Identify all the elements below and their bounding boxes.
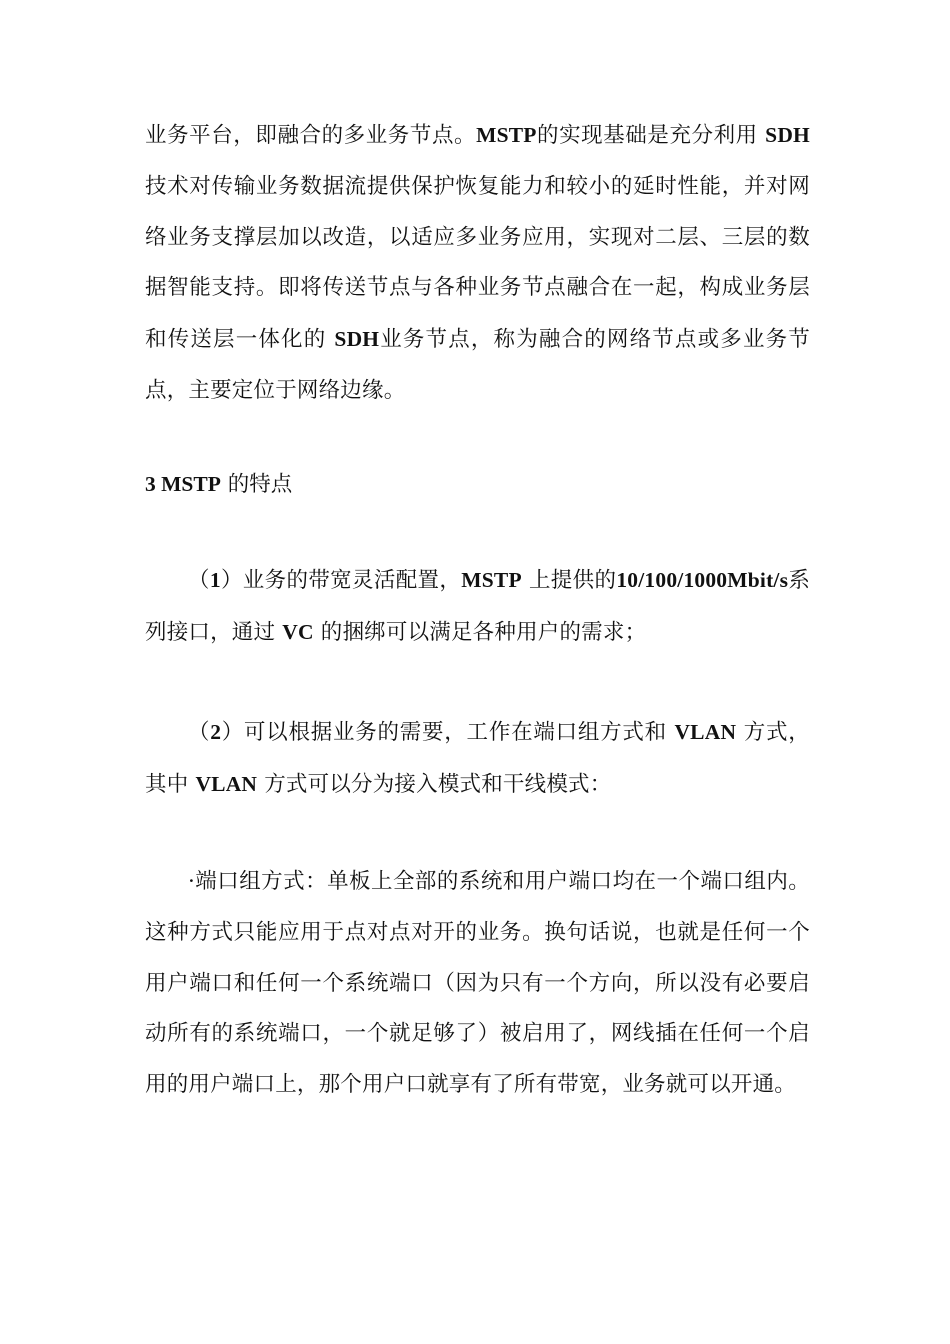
- bold-term: MSTP: [461, 568, 522, 592]
- section-heading: [145, 462, 292, 507]
- text-run: 上提供的: [521, 568, 617, 593]
- bold-term: 2: [210, 720, 222, 744]
- heading-text: 的特点: [227, 472, 293, 497]
- text-run: （: [188, 568, 210, 593]
- bold-term: VC: [282, 619, 314, 644]
- bold-term: 1: [209, 568, 221, 592]
- bold-term: VLAN: [674, 720, 737, 744]
- paragraph-feature-2: [145, 707, 810, 811]
- text-run: 方式可以分为接入模式和干线模式：: [264, 771, 612, 797]
- paragraph-feature-1: [145, 555, 810, 659]
- text-run: 系列接口，通过: [145, 568, 811, 645]
- heading-number: 3 MSTP: [145, 472, 221, 496]
- bold-term: 10/100/1000Mbit/s: [616, 568, 789, 592]
- text-run: 技术对传输业务数据流提供保护恢复能力和较小的延时性能，并对网络业务支撑层加以改造，以适应多业务应用，实现对二层、三层的数据智能支持。即将传送节点与各种业务节点融合在一起，构成业务层和传送层一体化的: [145, 173, 810, 353]
- paragraph-port-group-mode: [145, 857, 810, 1111]
- text-run: 的捆绑可以满足各种用户的需求；: [320, 619, 647, 645]
- paragraph-mstp-basis: [145, 110, 810, 417]
- bold-term: MSTP: [476, 123, 537, 147]
- text-run: 业务节点，称为融合的网络节点或多业务节点，主要定位于网络边缘。: [145, 327, 810, 403]
- text-run: ）业务的带宽灵活配置，: [220, 568, 462, 593]
- text-run: ·端口组方式：单板上全部的系统和用户端口均在一个端口组内。这种方式只能应用于点对点对开的业务。换句话说，也就是任何一个用户端口和任何一个系统端口（因为只有一个方向，所以没有必要启动所有的系统端口，一个就足够了）被启用了，网线插在任何一个启用的用户端口上，那个用户口就享有了所有带宽，业务就可以开通。: [145, 869, 810, 1098]
- bold-term: SDH: [334, 327, 380, 352]
- text-run: ）可以根据业务的需要，工作在端口组方式和: [221, 720, 667, 745]
- text-run: 的实现基础是充分利用: [536, 123, 758, 148]
- bold-term: VLAN: [195, 771, 258, 796]
- bold-term: SDH: [765, 123, 810, 147]
- text-run: 方式，其中: [145, 720, 810, 797]
- text-run: 业务平台，即融合的多业务节点。: [145, 123, 477, 148]
- text-run: （: [188, 720, 211, 745]
